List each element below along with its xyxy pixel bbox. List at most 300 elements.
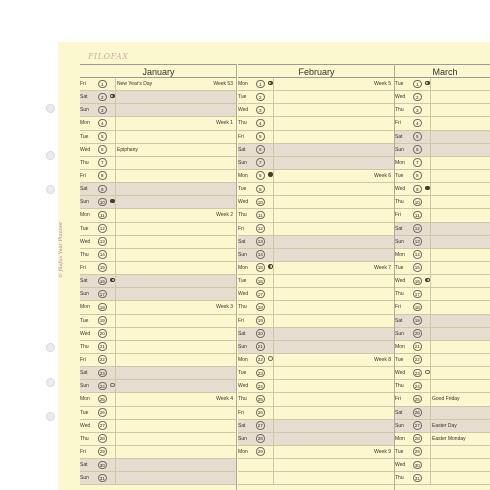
weekday-label: Sat	[238, 238, 246, 245]
weekday-label: Wed	[395, 186, 406, 193]
date-number: 21	[414, 344, 420, 350]
day-row	[238, 131, 395, 144]
punch-hole	[46, 343, 55, 352]
row-divider	[430, 223, 431, 235]
weekday-label: Thu	[238, 396, 247, 403]
date-number: 3	[256, 106, 265, 115]
date-number: 13	[414, 239, 420, 245]
row-divider	[115, 275, 116, 287]
weekday-label: Mon	[395, 251, 405, 258]
date-number: 30	[99, 462, 105, 468]
day-row	[238, 328, 395, 341]
row-divider	[430, 249, 431, 261]
date-number: 14	[99, 252, 105, 258]
weekday-label: Fri	[238, 133, 244, 140]
day-row	[80, 288, 237, 301]
day-row	[395, 131, 490, 144]
date-number: 12	[257, 226, 263, 232]
row-divider	[273, 354, 274, 366]
date-number: 17	[257, 291, 263, 297]
weekday-label: Fri	[395, 212, 401, 219]
weekday-label: Fri	[238, 409, 244, 416]
day-row	[238, 459, 395, 472]
day-row	[80, 183, 237, 196]
weekday-label: Tue	[395, 264, 404, 271]
weekday-label: Sun	[395, 330, 404, 337]
day-row	[80, 407, 237, 420]
full-moon-icon	[268, 172, 273, 177]
date-number: 28	[99, 436, 105, 442]
date-number: 5	[413, 132, 422, 141]
row-divider	[115, 78, 116, 90]
weekday-label: Sat	[80, 94, 88, 101]
date-number: 12	[99, 226, 105, 232]
weekday-label: Thu	[395, 383, 404, 390]
day-row	[395, 223, 490, 236]
weekday-label: Wed	[80, 330, 91, 337]
row-divider	[115, 433, 116, 445]
date-number: 24	[257, 383, 263, 389]
day-row	[80, 104, 237, 117]
date-number: 26	[257, 410, 263, 416]
date-number: 11	[99, 212, 105, 218]
punch-hole	[46, 104, 55, 113]
weekday-label: Sun	[80, 107, 89, 114]
row-divider	[115, 341, 116, 353]
day-row	[80, 420, 237, 433]
date-number: 20	[257, 331, 263, 337]
date-number: 8	[413, 171, 422, 180]
weekday-label: Thu	[80, 435, 89, 442]
row-divider	[115, 354, 116, 366]
day-row	[238, 236, 395, 249]
day-row	[80, 131, 237, 144]
day-row	[395, 354, 490, 367]
first-quarter-moon-icon	[110, 94, 115, 99]
week-number-label: Week 2	[216, 212, 233, 219]
row-divider	[430, 446, 431, 458]
row-divider	[273, 196, 274, 208]
date-number: 16	[257, 278, 263, 284]
date-number: 4	[413, 119, 422, 128]
row-divider	[273, 288, 274, 300]
punch-hole	[46, 412, 55, 421]
day-row	[238, 183, 395, 196]
weekday-label: Thu	[238, 120, 247, 127]
day-row	[80, 170, 237, 183]
holiday-label: Easter Monday	[432, 435, 466, 442]
day-row	[80, 328, 237, 341]
row-divider	[115, 315, 116, 327]
day-row	[395, 275, 490, 288]
row-divider	[430, 407, 431, 419]
day-row	[80, 341, 237, 354]
date-number: 26	[414, 410, 420, 416]
weekday-label: Fri	[80, 172, 86, 179]
date-number: 3	[413, 106, 422, 115]
day-row	[238, 420, 395, 433]
weekday-label: Sun	[238, 343, 247, 350]
row-divider	[273, 183, 274, 195]
row-divider	[115, 288, 116, 300]
row-divider	[273, 275, 274, 287]
date-number: 2	[98, 93, 107, 102]
full-moon-icon	[110, 199, 115, 204]
day-row	[238, 367, 395, 380]
row-divider	[273, 407, 274, 419]
weekday-label: Tue	[238, 186, 247, 193]
row-divider	[430, 301, 431, 313]
week-number-label: Week 4	[216, 396, 233, 403]
row-divider	[273, 170, 274, 182]
row-divider	[273, 262, 274, 274]
weekday-label: Fri	[80, 264, 86, 271]
date-number: 17	[99, 291, 105, 297]
date-number: 23	[414, 370, 420, 376]
weekday-label: Mon	[80, 396, 90, 403]
day-row	[80, 157, 237, 170]
date-number: 6	[98, 145, 107, 154]
row-divider	[115, 249, 116, 261]
date-number: 29	[414, 449, 420, 455]
date-number: 19	[99, 318, 105, 324]
holiday-label: New Year's Day	[117, 81, 153, 87]
weekday-label: Fri	[395, 120, 401, 127]
date-number: 15	[257, 265, 263, 271]
row-divider	[430, 288, 431, 300]
row-divider	[115, 459, 116, 471]
row-divider	[430, 420, 431, 432]
weekday-label: Tue	[395, 81, 404, 87]
date-number: 20	[99, 331, 105, 337]
weekday-label: Sat	[80, 462, 88, 469]
row-divider	[430, 328, 431, 340]
date-number: 31	[99, 475, 105, 481]
weekday-label: Tue	[238, 94, 247, 101]
row-divider	[430, 393, 431, 405]
weekday-label: Mon	[80, 304, 90, 311]
week-number-label: Week 1	[216, 120, 233, 127]
month-title: February	[238, 64, 395, 78]
row-divider	[115, 223, 116, 235]
punch-hole	[46, 378, 55, 387]
row-divider	[430, 433, 431, 445]
last-quarter-moon-icon	[110, 278, 115, 283]
week-number-label: Week 7	[374, 264, 391, 271]
day-row	[395, 393, 490, 406]
date-number: 18	[414, 304, 420, 310]
side-label-suffix: Year Planner	[58, 221, 64, 256]
day-row	[238, 407, 395, 420]
day-row	[395, 459, 490, 472]
row-divider	[273, 446, 274, 458]
row-divider	[430, 209, 431, 221]
date-number: 4	[98, 119, 107, 128]
row-divider	[430, 117, 431, 129]
punch-hole	[46, 185, 55, 194]
row-divider	[115, 446, 116, 458]
weekday-label: Thu	[238, 304, 247, 311]
day-row	[80, 393, 237, 406]
date-number: 28	[414, 436, 420, 442]
row-divider	[273, 328, 274, 340]
row-divider	[115, 196, 116, 208]
row-divider	[430, 157, 431, 169]
day-row	[238, 209, 395, 222]
row-divider	[273, 249, 274, 261]
date-number: 14	[414, 252, 420, 258]
weekday-label: Fri	[238, 317, 244, 324]
date-number: 11	[257, 212, 263, 218]
day-row	[80, 315, 237, 328]
date-number: 15	[414, 265, 420, 271]
weekday-label: Mon	[395, 343, 405, 350]
weekday-label: Sat	[80, 370, 88, 377]
day-row	[80, 144, 237, 157]
day-row	[395, 183, 490, 196]
weekday-label: Fri	[238, 225, 244, 232]
date-number: 3	[98, 106, 107, 115]
side-copyright-label	[58, 222, 64, 278]
weekday-label: Sat	[238, 422, 246, 429]
month-title: January	[80, 64, 237, 78]
day-row	[80, 223, 237, 236]
weekday-label: Mon	[238, 81, 248, 87]
new-moon-icon	[425, 370, 430, 375]
weekday-label: Thu	[80, 159, 89, 166]
last-quarter-moon-icon	[425, 278, 430, 283]
punch-hole	[46, 151, 55, 160]
row-divider	[273, 236, 274, 248]
row-divider	[115, 183, 116, 195]
day-row	[395, 433, 490, 446]
row-divider	[430, 78, 431, 90]
day-row	[238, 341, 395, 354]
day-row	[238, 275, 395, 288]
weekday-label: Tue	[80, 225, 89, 232]
day-row	[80, 472, 237, 485]
date-number: 7	[413, 158, 422, 167]
day-row	[395, 249, 490, 262]
day-row	[238, 91, 395, 104]
weekday-label: Sun	[80, 199, 89, 206]
row-divider	[115, 104, 116, 116]
weekday-label: Tue	[395, 448, 404, 455]
date-number: 31	[414, 475, 420, 481]
date-number: 13	[99, 239, 105, 245]
week-number-label: Week 6	[374, 172, 391, 179]
day-row	[80, 249, 237, 262]
weekday-label: Sun	[80, 383, 89, 390]
date-number: 6	[413, 145, 422, 154]
day-row	[395, 117, 490, 130]
weekday-label: Sun	[395, 238, 404, 245]
weekday-label: Sat	[395, 133, 403, 140]
date-number: 21	[99, 344, 105, 350]
date-number: 18	[257, 304, 263, 310]
day-row	[238, 433, 395, 446]
day-row	[238, 78, 395, 91]
weekday-label: Thu	[238, 212, 247, 219]
row-divider	[430, 196, 431, 208]
day-row	[395, 315, 490, 328]
new-moon-icon	[268, 356, 273, 361]
day-row	[395, 407, 490, 420]
column-divider	[236, 64, 237, 490]
weekday-label: Tue	[395, 172, 404, 179]
weekday-label: Sat	[395, 317, 403, 324]
row-divider	[273, 367, 274, 379]
row-divider	[115, 328, 116, 340]
day-row	[238, 393, 395, 406]
day-row	[395, 144, 490, 157]
weekday-label: Sun	[238, 159, 247, 166]
row-divider	[273, 380, 274, 392]
row-divider	[430, 170, 431, 182]
date-number: 2	[413, 93, 422, 102]
weekday-label: Sun	[395, 146, 404, 153]
weekday-label: Wed	[395, 278, 406, 285]
row-divider	[115, 301, 116, 313]
day-row	[395, 196, 490, 209]
weekday-label: Wed	[238, 107, 249, 114]
day-row	[238, 157, 395, 170]
row-divider	[115, 380, 116, 392]
row-divider	[273, 209, 274, 221]
weekday-label: Sun	[238, 435, 247, 442]
date-number: 22	[414, 357, 420, 363]
day-row	[395, 288, 490, 301]
row-divider	[430, 315, 431, 327]
row-divider	[273, 91, 274, 103]
date-number: 29	[257, 449, 263, 455]
weekday-label: Mon	[238, 356, 248, 363]
day-row	[395, 170, 490, 183]
weekday-label: Sat	[238, 146, 246, 153]
week-number-label: Week 5	[374, 81, 391, 87]
date-number: 9	[256, 185, 265, 194]
weekday-label: Tue	[80, 133, 89, 140]
date-number: 2	[256, 93, 265, 102]
date-number: 5	[98, 132, 107, 141]
weekday-label: Sun	[80, 475, 89, 482]
day-row	[238, 144, 395, 157]
day-row	[395, 236, 490, 249]
date-number: 22	[257, 357, 263, 363]
date-number: 16	[414, 278, 420, 284]
holiday-label: Easter Day	[432, 422, 457, 429]
month-column-february	[238, 64, 395, 485]
date-number: 19	[414, 318, 420, 324]
weekday-label: Thu	[395, 475, 404, 482]
row-divider	[115, 170, 116, 182]
weekday-label: Mon	[238, 264, 248, 271]
date-number: 12	[414, 226, 420, 232]
row-divider	[273, 223, 274, 235]
day-row	[80, 301, 237, 314]
date-number: 30	[414, 462, 420, 468]
last-quarter-moon-icon	[268, 264, 273, 269]
day-row	[395, 472, 490, 485]
weekday-label: Mon	[80, 212, 90, 219]
row-divider	[273, 78, 274, 90]
date-number: 20	[414, 331, 420, 337]
row-divider	[430, 183, 431, 195]
week-number-label: Week 8	[374, 356, 391, 363]
weekday-label: Thu	[80, 343, 89, 350]
date-number: 23	[257, 370, 263, 376]
row-divider	[115, 91, 116, 103]
day-row	[395, 328, 490, 341]
day-row	[80, 196, 237, 209]
day-row	[238, 249, 395, 262]
day-row	[238, 446, 395, 459]
date-number: 8	[256, 171, 265, 180]
weekday-label: Fri	[80, 356, 86, 363]
weekday-label: Wed	[395, 462, 406, 469]
date-number: 24	[414, 383, 420, 389]
day-row	[238, 380, 395, 393]
day-row	[238, 170, 395, 183]
date-number: 26	[99, 410, 105, 416]
weekday-label: Wed	[238, 383, 249, 390]
weekday-label: Tue	[80, 409, 89, 416]
row-divider	[430, 472, 431, 484]
day-row	[395, 157, 490, 170]
date-number: 9	[413, 185, 422, 194]
weekday-label: Sat	[395, 409, 403, 416]
day-row	[80, 459, 237, 472]
date-number: 22	[99, 357, 105, 363]
month-column-march	[395, 64, 490, 485]
day-row	[238, 301, 395, 314]
first-quarter-moon-icon	[425, 81, 430, 86]
row-divider	[273, 131, 274, 143]
row-divider	[273, 472, 274, 484]
day-row	[395, 420, 490, 433]
side-label-brand: filofax	[58, 255, 64, 272]
row-divider	[115, 420, 116, 432]
day-row	[395, 91, 490, 104]
date-number: 10	[99, 199, 105, 205]
date-number: 25	[414, 396, 420, 402]
row-divider	[273, 341, 274, 353]
row-divider	[430, 91, 431, 103]
new-moon-icon	[110, 383, 115, 388]
day-row	[395, 209, 490, 222]
row-divider	[115, 407, 116, 419]
date-number: 29	[99, 449, 105, 455]
day-row	[238, 472, 395, 485]
weekday-label: Mon	[238, 448, 248, 455]
row-divider	[430, 459, 431, 471]
date-number: 10	[414, 199, 420, 205]
day-row	[395, 78, 490, 91]
row-divider	[273, 144, 274, 156]
holiday-label: Epiphany	[117, 146, 138, 153]
date-number: 28	[257, 436, 263, 442]
weekday-label: Sun	[395, 422, 404, 429]
weekday-label: Mon	[238, 172, 248, 179]
day-row	[80, 91, 237, 104]
row-divider	[115, 236, 116, 248]
row-divider	[273, 433, 274, 445]
date-number: 14	[257, 252, 263, 258]
date-number: 24	[99, 383, 105, 389]
weekday-label: Thu	[395, 199, 404, 206]
date-number: 25	[99, 396, 105, 402]
row-divider	[430, 354, 431, 366]
